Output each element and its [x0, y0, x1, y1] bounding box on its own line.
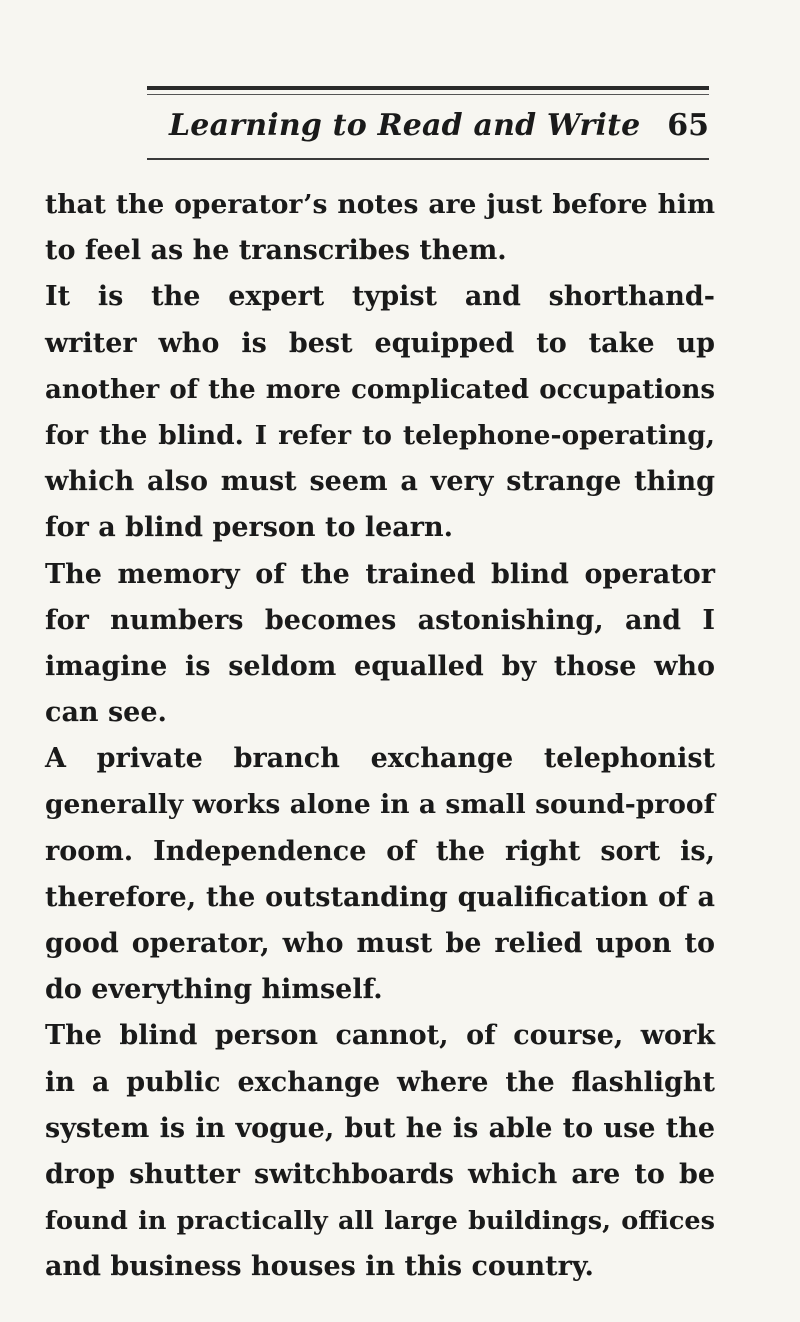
text-line: can see.: [45, 697, 167, 729]
running-head: [147, 104, 709, 152]
text-line: for numbers becomes astonishing, and I: [45, 604, 715, 636]
text-line: generally works alone in a small sound-proof: [45, 789, 715, 821]
text-line: found in practically all large buildings, offices: [45, 1206, 715, 1237]
text-line: A private branch exchange telephonist: [45, 743, 715, 775]
header-rule-thin: [147, 94, 709, 95]
text-line: another of the more complicated occupations: [45, 374, 715, 405]
text-line: room. Independence of the right sort is,: [45, 835, 715, 867]
text-line: and business houses in this country.: [45, 1251, 594, 1283]
header-rule-bottom: [147, 158, 709, 160]
text-line: in a public exchange where the flashlight: [45, 1066, 715, 1098]
text-line: to feel as he transcribes them.: [45, 235, 507, 267]
text-line: for the blind. I refer to telephone-operating,: [45, 419, 715, 451]
text-line: which also must seem a very strange thing: [45, 466, 715, 498]
text-line: that the operator’s notes are just before him: [45, 189, 715, 220]
text-line: imagine is seldom equalled by those who: [45, 650, 715, 682]
page-number: 65: [667, 108, 709, 143]
body-text: [45, 182, 715, 1291]
text-line: The memory of the trained blind operator: [45, 558, 715, 590]
text-line: therefore, the outstanding qualification of a: [45, 881, 715, 913]
text-line: It is the expert typist and shorthand-: [45, 281, 715, 313]
text-line: writer who is best equipped to take up: [45, 327, 715, 359]
text-line: good operator, who must be relied upon to: [45, 928, 715, 959]
text-line: do everything himself.: [45, 974, 383, 1006]
header-rule-thick: [147, 86, 709, 90]
running-head-title: Learning to Read and Write: [169, 108, 641, 143]
text-line: system is in vogue, but he is able to use the: [45, 1112, 715, 1144]
text-line: drop shutter switchboards which are to be: [45, 1158, 715, 1190]
text-line: The blind person cannot, of course, work: [45, 1020, 715, 1052]
text-line: for a blind person to learn.: [45, 512, 454, 544]
